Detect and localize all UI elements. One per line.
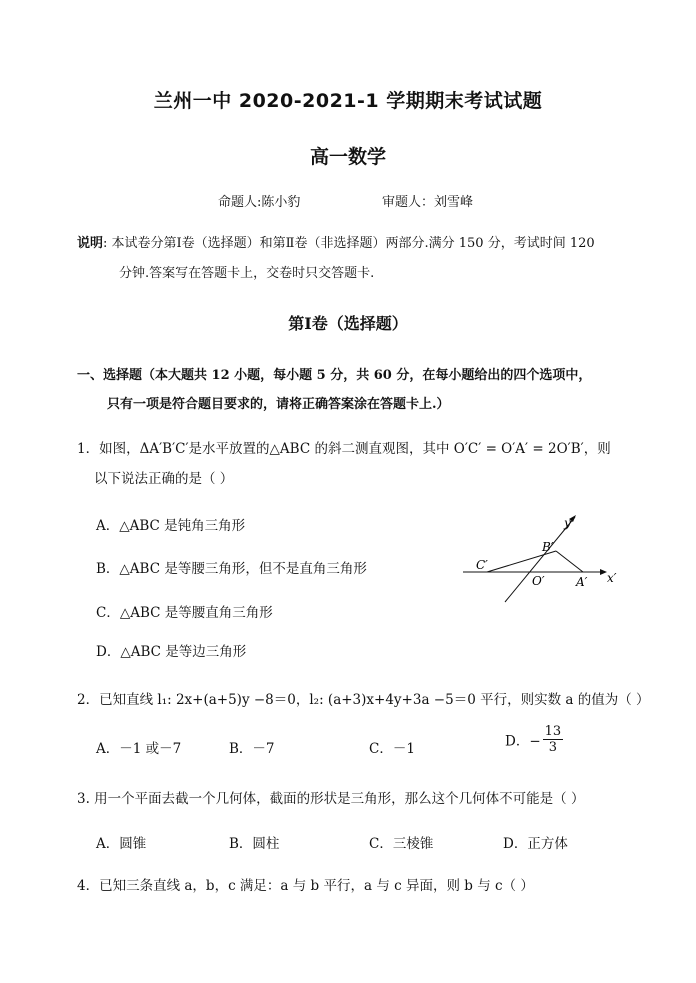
oblique-projection-figure <box>455 505 625 605</box>
question-3-option-b: B．圆柱 <box>229 836 280 852</box>
fraction-denominator: 3 <box>548 740 558 755</box>
point-o-label: O′ <box>532 574 545 588</box>
exam-title: 兰州一中 2020-2021-1 学期期末考试试题 <box>153 90 543 112</box>
instructions-text-1: : 本试卷分第Ⅰ卷（选择题）和第Ⅱ卷（非选择题）两部分.满分 150 分，考试时间 120 <box>103 236 595 251</box>
section-title: 第Ⅰ卷（选择题） <box>288 314 408 333</box>
question-1-stem: 1．如图，ΔA′B′C′是水平放置的△ABC 的斜二测直观图，其中 O′C′ = O′A′ = 2O′B′，则 <box>77 441 611 457</box>
instructions-line-2: 分钟.答案写在答题卡上，交卷时只交答题卡. <box>119 266 375 281</box>
question-2-option-b: B．－7 <box>229 741 275 757</box>
segment-b-a <box>556 551 583 572</box>
question-3-option-c: C．三棱锥 <box>369 836 434 852</box>
question-2-option-a: A．－1 或－7 <box>96 741 182 757</box>
proposer: 命题人:陈小豹 <box>218 195 301 210</box>
point-b-label: B′ <box>542 540 554 554</box>
question-1-option-c: C．△ABC 是等腰直角三角形 <box>96 605 273 621</box>
question-3-option-a: A．圆锥 <box>96 836 147 852</box>
question-2-option-d-prefix: D．− <box>505 733 541 750</box>
question-2-stem: 2．已知直线 l₁: 2x+(a+5)y −8＝0，l₂: (a+3)x+4y+3a −5＝0 平行，则实数 a 的值为（ ） <box>77 692 650 708</box>
point-c-label: C′ <box>476 558 488 572</box>
question-3-option-d: D．正方体 <box>503 836 568 852</box>
y-axis-label: y′ <box>564 516 574 530</box>
x-axis-label: x′ <box>607 571 617 585</box>
fraction <box>543 724 564 755</box>
question-4-stem: 4．已知三条直线 a，b，c 满足：a 与 b 平行，a 与 c 异面，则 b 与 c（ ） <box>77 878 534 894</box>
question-1-option-b: B．△ABC 是等腰三角形，但不是直角三角形 <box>96 561 367 577</box>
reviewer: 审题人：刘雪峰 <box>382 195 474 210</box>
part-one-heading-cont: 只有一项是符合题目要求的，请将正确答案涂在答题卡上.） <box>107 397 450 412</box>
question-2-option-c: C．－1 <box>369 741 415 757</box>
x-axis-arrow <box>600 569 607 575</box>
question-2-option-d <box>505 724 563 755</box>
question-3-stem: 3. 用一个平面去截一个几何体，截面的形状是三角形，那么这个几何体不可能是（ ） <box>77 791 585 807</box>
segment-c-b <box>487 551 556 572</box>
question-1-stem-cont: 以下说法正确的是（ ） <box>94 471 234 487</box>
point-a-label: A′ <box>576 575 588 589</box>
instructions-label: 说明 <box>77 236 104 251</box>
question-1-option-d: D．△ABC 是等边三角形 <box>96 644 247 660</box>
part-one-heading: 一、选择题（本大题共 12 小题，每小题 5 分，共 60 分，在每小题给出的四个选项中， <box>77 368 592 383</box>
instructions-line-1 <box>77 232 595 251</box>
question-1-option-a: A．△ABC 是钝角三角形 <box>96 518 246 534</box>
fraction-numerator: 13 <box>544 724 562 739</box>
exam-subject: 高一数学 <box>309 146 386 168</box>
